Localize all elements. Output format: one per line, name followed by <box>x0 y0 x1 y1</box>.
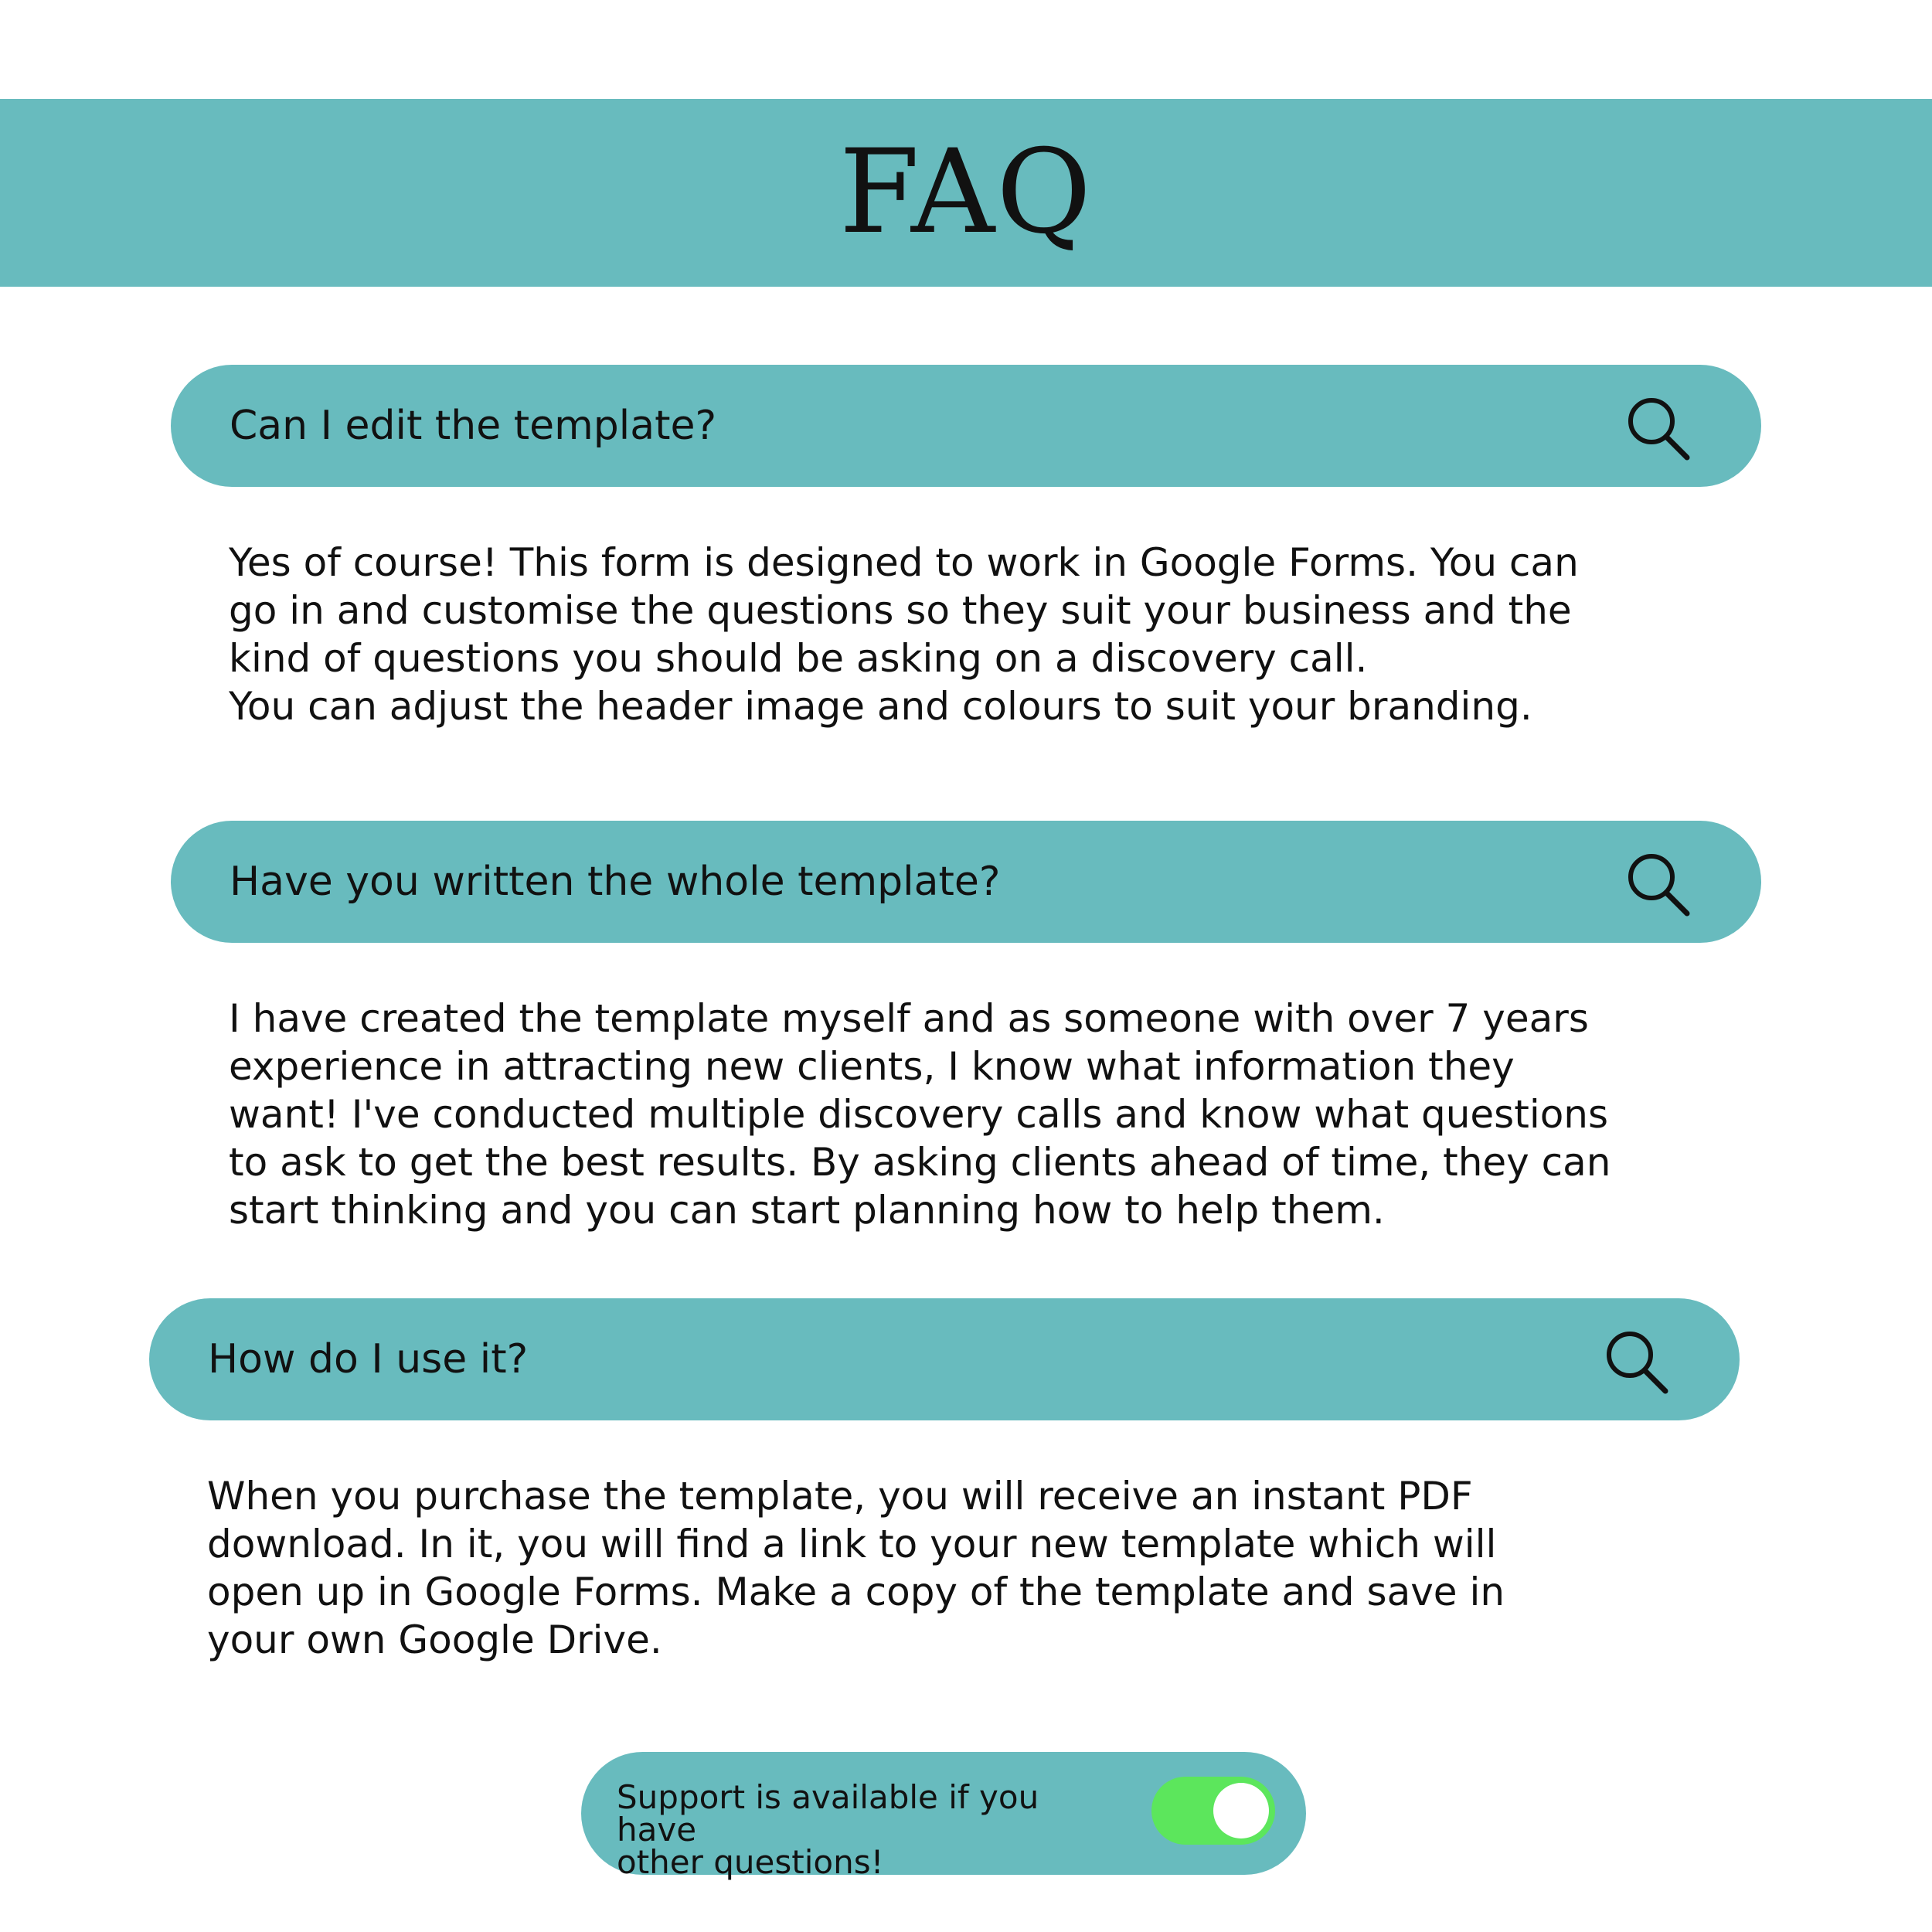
faq-question-bar-use[interactable] <box>149 1298 1740 1420</box>
support-banner <box>581 1752 1306 1881</box>
search-icon[interactable] <box>1624 849 1692 917</box>
support-toggle[interactable] <box>1151 1777 1275 1845</box>
page-title: FAQ <box>838 125 1094 260</box>
header-band <box>0 99 1932 287</box>
faq-question-text: How do I use it? <box>208 1336 529 1383</box>
faq-answer-text: Yes of course! This form is designed to work in Google Forms. You can go in and customise the questions so they suit your business and the kind of questions you should be asking on a discovery call. You can adjust the header image and colours to suit your branding. <box>229 540 1579 729</box>
faq-question-text: Can I edit the template? <box>230 403 717 449</box>
faq-question-bar-written[interactable] <box>171 821 1761 943</box>
faq-answer-text: When you purchase the template, you will receive an instant PDF download. In it, you will find a link to your new template which will open up in Google Forms. Make a copy of the template and save in your own Google Drive. <box>207 1474 1505 1662</box>
faq-question-bar-edit[interactable] <box>171 365 1761 487</box>
faq-question-text: Have you written the whole template? <box>230 859 1001 905</box>
faq-answer-text: I have created the template myself and as someone with over 7 years experience in attracting new clients, I know what information they want! I've conducted multiple discovery calls and know what questions to ask to get the best results. By asking clients ahead of time, they can start thinking and you can start planning how to help them. <box>229 996 1611 1233</box>
search-icon[interactable] <box>1602 1327 1670 1395</box>
support-text: Support is available if you have other questions! <box>617 1778 1039 1881</box>
toggle-knob <box>1213 1783 1269 1838</box>
search-icon[interactable] <box>1624 393 1692 461</box>
